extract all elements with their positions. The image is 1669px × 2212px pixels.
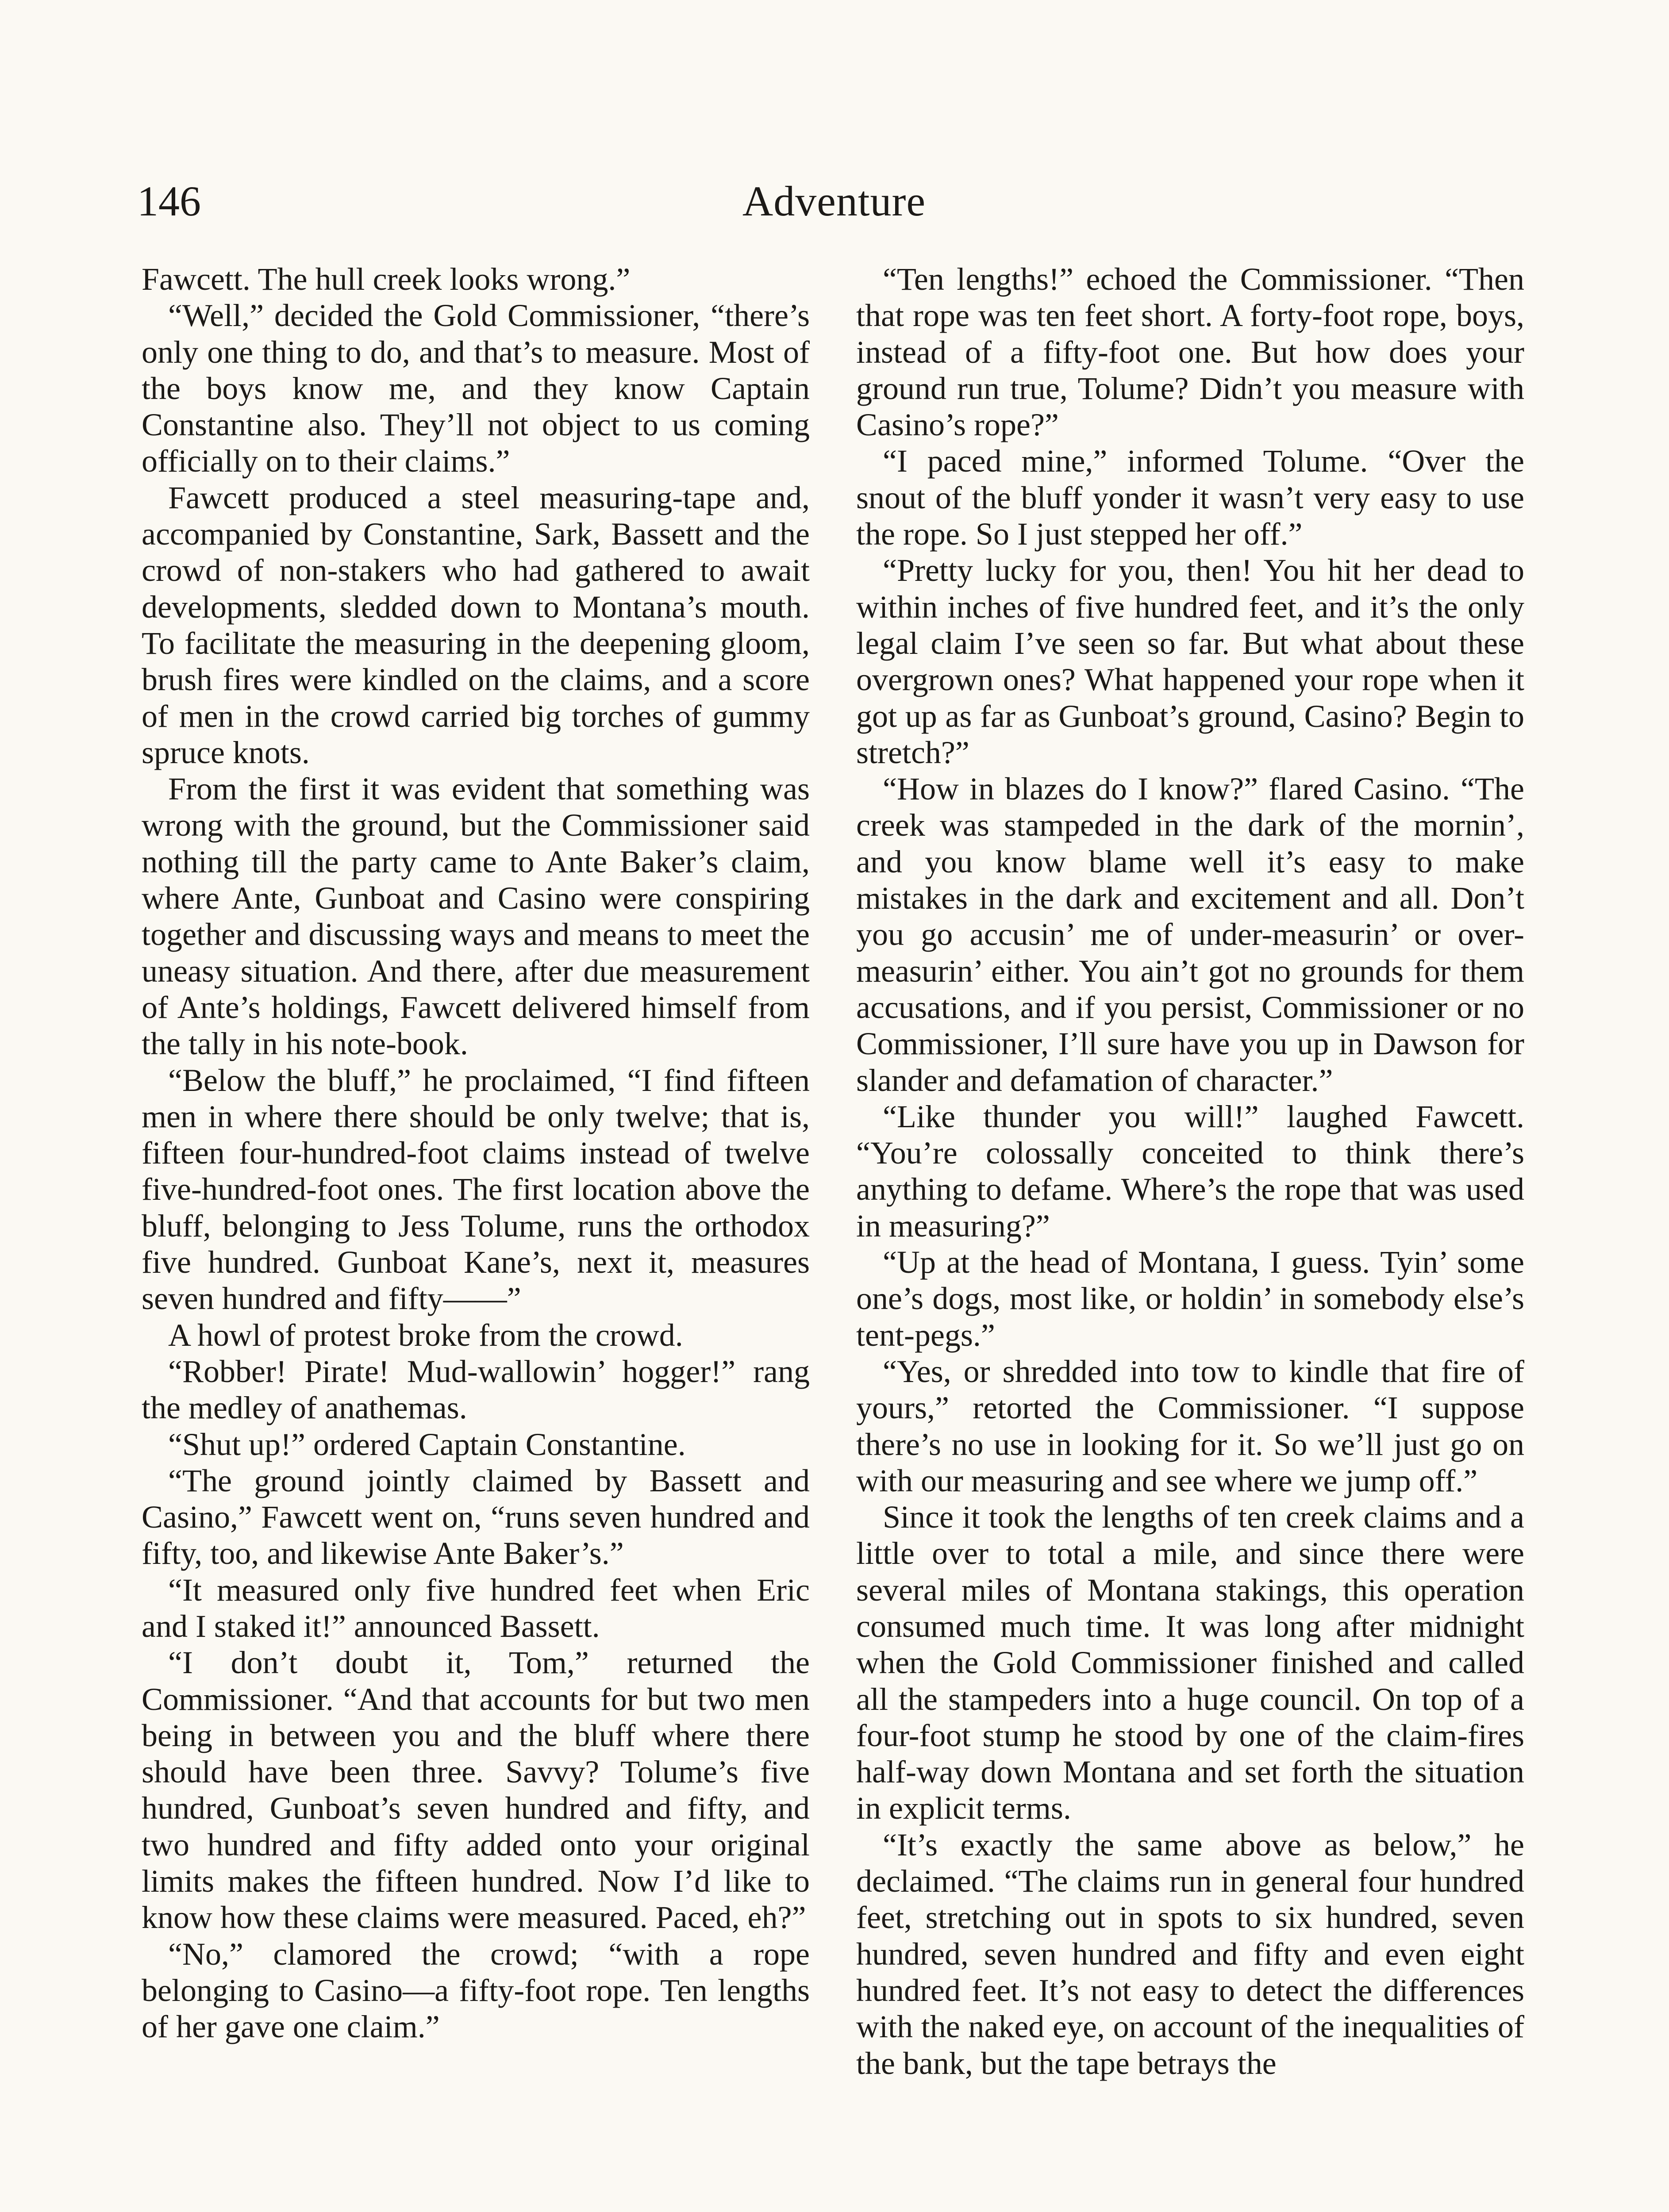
- paragraph: “Like thunder you will!” laughed Fawcett. “You’re colossally conceited to think there’s anything to defame. Where’s the rope that was used in measuring?”: [856, 1098, 1524, 1244]
- running-title: Adventure: [742, 177, 926, 225]
- paragraph: Since it took the lengths of ten creek claims and a little over to total a mile, and since there were several miles of Montana stakings, this operation consumed much time. It was long after midnight when the Gold Commissioner finished and called all the stampeders into a huge council. On top of a four-foot stump he stood by one of the claim-fires half-way down Montana and set forth the situation in explicit terms.: [856, 1499, 1524, 1826]
- left-column: [142, 261, 810, 2045]
- paragraph: A howl of protest broke from the crowd.: [168, 1317, 683, 1353]
- paragraph: “No,” clamored the crowd; “with a rope belonging to Casino—a fifty-foot rope. Ten lengths of her gave one claim.”: [142, 1936, 810, 2045]
- paragraph: “I don’t doubt it, Tom,” returned the Commissioner. “And that accounts for but two men being in between you and the bluff where there should have been three. Savvy? Tolume’s five hundred, Gunboat’s seven hundred and fifty, and two hundred and fifty added onto your original limits makes the fifteen hundred. Now I’d like to know how these claims were measured. Paced, eh?”: [142, 1645, 810, 1936]
- paragraph: Fawcett. The hull creek looks wrong.”: [142, 261, 631, 297]
- page-number: 146: [137, 177, 201, 225]
- paragraph: “Ten lengths!” echoed the Commissioner. “Then that rope was ten feet short. A forty-foot rope, boys, instead of a fifty-foot one. But how does your ground run true, Tolume? Didn’t you measure with Casino’s rope?”: [856, 261, 1524, 443]
- page-header: [137, 168, 1531, 234]
- paragraph: “It measured only five hundred feet when Eric and I staked it!” announced Bassett.: [142, 1572, 810, 1644]
- paragraph: “Below the bluff,” he proclaimed, “I find fifteen men in where there should be only twelve; that is, fifteen four-hundred-foot claims instead of twelve five-hundred-foot ones. The first location above the bluff, belonging to Jess Tolume, runs the orthodox five hundred. Gunboat Kane’s, next it, measures seven hundred and fifty——”: [142, 1062, 810, 1317]
- paragraph: “Well,” decided the Gold Commissioner, “there’s only one thing to do, and that’s to measure. Most of the boys know me, and they know Captain Constantine also. They’ll not object to us coming officially on to their claims.”: [142, 298, 810, 479]
- paragraph: “I paced mine,” informed Tolume. “Over the snout of the bluff yonder it wasn’t very easy to use the rope. So I just stepped her off.”: [856, 443, 1524, 552]
- paragraph: “Shut up!” ordered Captain Constantine.: [168, 1426, 686, 1462]
- paragraph: “Robber! Pirate! Mud-wallowin’ hogger!” rang the medley of anathemas.: [142, 1353, 810, 1426]
- paragraph: “How in blazes do I know?” flared Casino. “The creek was stampeded in the dark of the mornin’, and you know blame well it’s easy to make mistakes in the dark and excitement and all. Don’t you go accusin’ me of under-measurin’ or over-measurin’ either. You ain’t got no grounds for them accusations, and if you persist, Commissioner or no Commissioner, I’ll sure have you up in Dawson for slander and defamation of character.”: [856, 771, 1524, 1098]
- right-column: [856, 261, 1524, 2081]
- paragraph: Fawcett produced a steel measuring-tape and, accompanied by Constantine, Sark, Bassett and the crowd of non-stakers who had gathered to await developments, sledded down to Montana’s mouth. To facilitate the measuring in the deepening gloom, brush fires were kindled on the claims, and a score of men in the crowd carried big torches of gummy spruce knots.: [142, 480, 810, 770]
- paragraph: From the first it was evident that something was wrong with the ground, but the Commissioner said nothing till the party came to Ante Baker’s claim, where Ante, Gunboat and Casino were conspiring together and discussing ways and means to meet the uneasy situation. And there, after due measurement of Ante’s holdings, Fawcett delivered himself from the tally in his note-book.: [142, 771, 810, 1062]
- paragraph: “It’s exactly the same above as below,” he declaimed. “The claims run in general four hundred feet, stretching out in spots to six hundred, seven hundred, seven hundred and fifty and even eight hundred feet. It’s not easy to detect the differences with the naked eye, on account of the inequalities of the bank, but the tape betrays the: [856, 1827, 1524, 2081]
- paragraph: “The ground jointly claimed by Bassett and Casino,” Fawcett went on, “runs seven hundred and fifty, too, and likewise Ante Baker’s.”: [142, 1463, 810, 1571]
- paragraph: “Pretty lucky for you, then! You hit her dead to within inches of five hundred feet, and it’s the only legal claim I’ve seen so far. But what about these overgrown ones? What happened your rope when it got up as far as Gunboat’s ground, Casino? Begin to stretch?”: [856, 553, 1524, 770]
- paragraph: “Up at the head of Montana, I guess. Tyin’ some one’s dogs, most like, or holdin’ in somebody else’s tent-pegs.”: [856, 1244, 1524, 1353]
- paragraph: “Yes, or shredded into tow to kindle that fire of yours,” retorted the Commissioner. “I suppose there’s no use in looking for it. So we’ll just go on with our measuring and see where we jump off.”: [856, 1353, 1524, 1498]
